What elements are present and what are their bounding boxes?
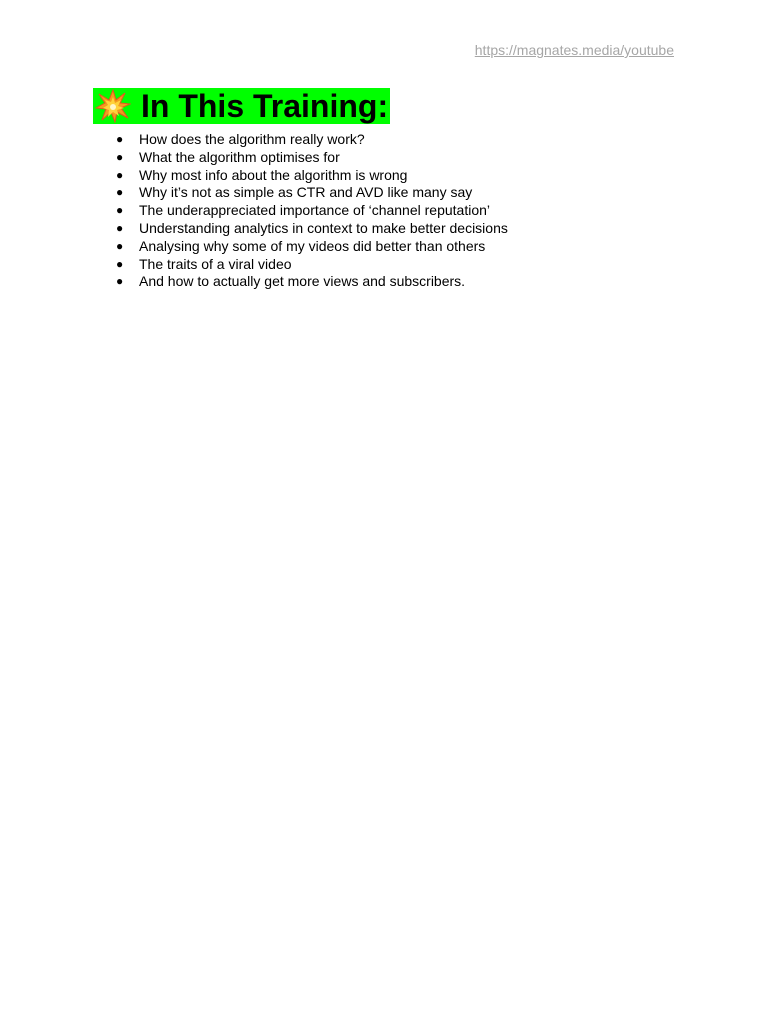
bullet-icon: ● [116,185,124,200]
list-item-text: The traits of a viral video [139,255,292,272]
bullet-icon: ● [116,132,124,146]
header-url-link[interactable]: https://magnates.media/youtube [474,42,674,58]
collision-icon [93,88,131,124]
list-item-text: Analysing why some of my videos did better than others [139,237,486,254]
list-item [116,202,508,220]
list-item [116,273,508,291]
list-item-text: Understanding analytics in context to make better decisions [139,219,508,236]
training-topics-list [116,131,508,291]
bullet-icon: ● [116,149,124,164]
bullet-icon: ● [116,220,124,235]
bullet-icon: ● [116,238,124,253]
list-item [116,238,508,256]
bullet-icon: ● [116,274,124,289]
list-item [116,149,508,167]
list-item [116,220,508,238]
list-item-text: What the algorithm optimises for [139,148,340,165]
title-highlight [93,88,390,124]
list-item-text: Why most info about the algorithm is wrong [139,166,408,183]
list-item-text: How does the algorithm really work? [139,131,365,147]
page-title: In This Training: [141,88,389,124]
list-item-text: The underappreciated importance of ‘channel reputation’ [139,202,491,219]
bullet-icon: ● [116,256,124,271]
list-item [116,184,508,202]
list-item [116,131,508,149]
list-item-text: And how to actually get more views and subscribers. [139,273,466,290]
list-item-text: Why it’s not as simple as CTR and AVD like many say [139,184,473,201]
list-item [116,256,508,274]
bullet-icon: ● [116,167,124,182]
bullet-icon: ● [116,203,124,218]
list-item [116,167,508,185]
